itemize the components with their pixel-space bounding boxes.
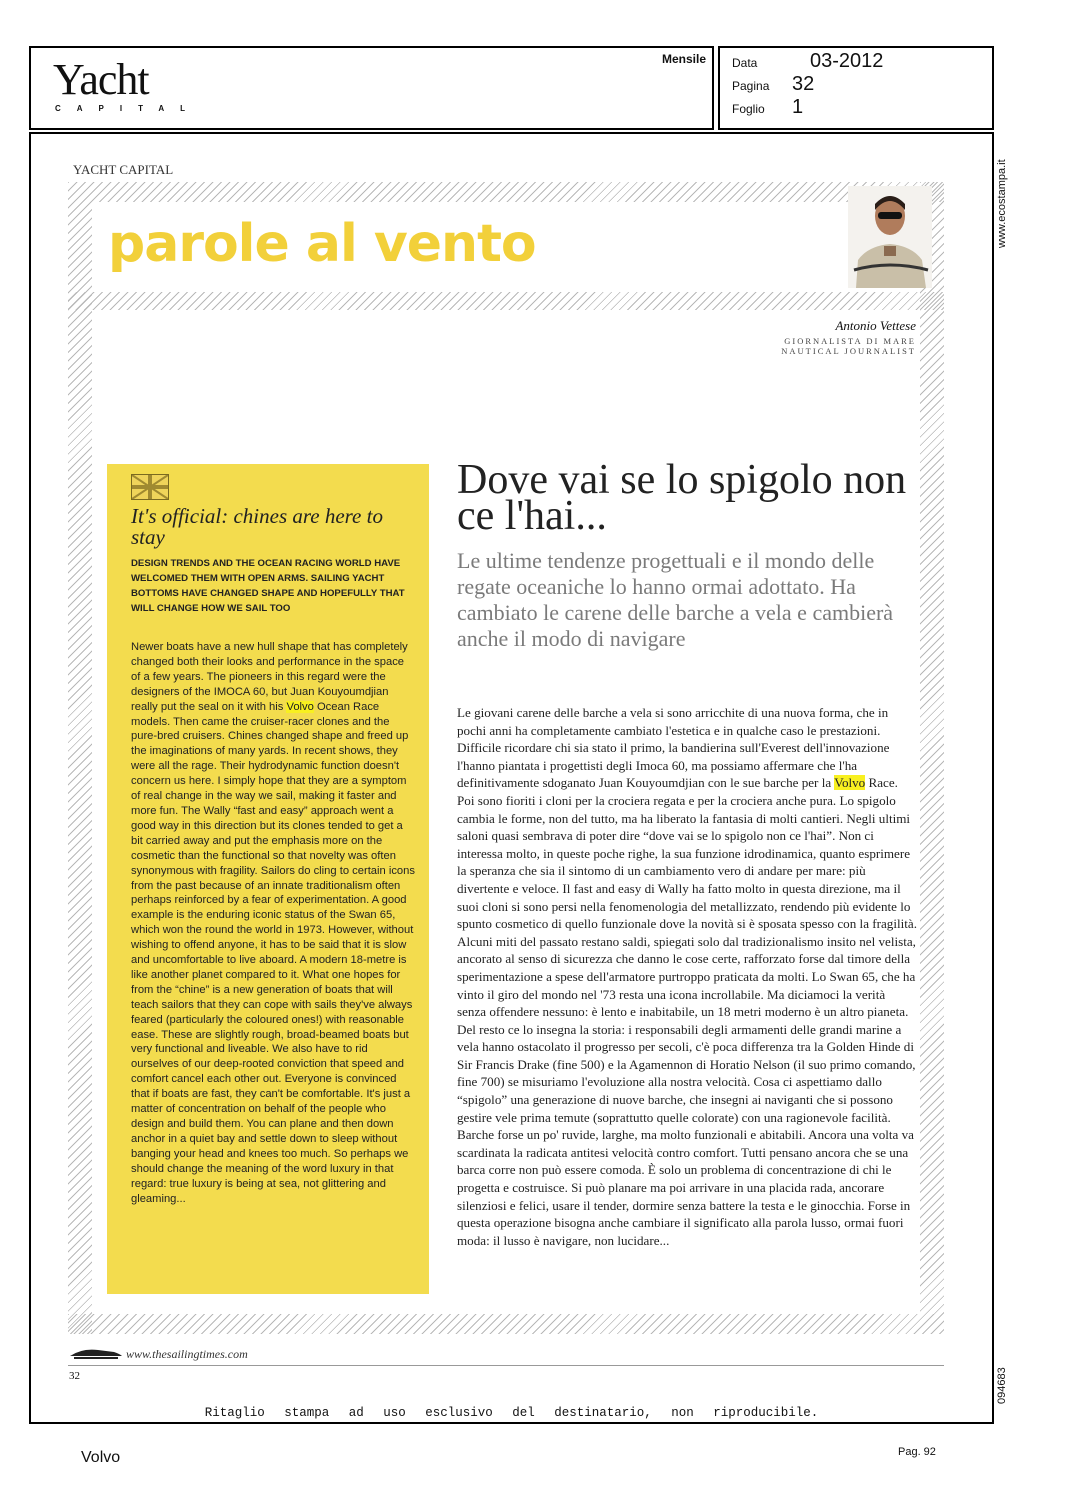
- author-role-it: GIORNALISTA DI MARE: [784, 336, 916, 346]
- page-ref: Pag. 92: [898, 1446, 936, 1458]
- footer-url: www.thesailingtimes.com: [126, 1347, 248, 1361]
- logo-capital: CAPITAL: [55, 104, 202, 113]
- article-highlight: Volvo: [834, 775, 866, 791]
- hatch-top: [68, 182, 944, 202]
- english-sidebar: [107, 464, 429, 1294]
- sidebar-standfirst: DESIGN TRENDS AND THE OCEAN RACING WORLD HAVE WELCOMED THEM WITH OPEN ARMS. SAILING YACHT BOTTOMS HAVE CHANGED SHAPE AND HOPEFULLY THAT WILL CHANGE HOW WE SAIL TOO: [131, 558, 405, 614]
- article-body-part2: Race. Poi sono fioriti i cloni per la crociera regata e per la crociera anche pura. Lo spigolo cambia le forme, non del tutto, ma ha liberato la fantasia di molti cantieri. Negli ultimi saloni quasi sembrava di poter dire “dove vai se lo spigolo non ce l'hai”. Non ci interessa molto, in queste poche righe, la sua funzione idrodinamica, quanto esprimere la speranza che sia il sintomo di un cambiamento vero di andare per mare: più divertente e veloce. Il fast and easy di Wally ha fatto molto in questa direzione, ma il suoi cloni si sono persi nella fenomenologia del metallizzato, rendendo più evidente lo spunto cosmetico di quello funzionale dove la novità si è sposata spesso con la fragilità. Alcuni miti del passato restano saldi, spiegati solo dal tradizionalismo insito nel velista, ancorato al senso di sicurezza che danno le cose certe, rafforzato forse dal timore della sperimentazione a spese dell'armatore purtroppo praticata da molti. Lo Swan 65, che ha vinto il giro del mondo nel '73 resta una icona incrollabile. Ma diciamoci la verità senza offendere nessuno: è lento e inabitabile, un 18 metri moderno è un altro pianeta. Del resto ce lo insegna la storia: i responsabili degli armamenti delle grandi marine a vela hanno ostacolato il progresso per secoli, c'è poca differenza tra la Golden Hinde di Sir Francis Drake (fine 500) e la Agamennon di Horatio Nelson (il suo primo comando, fine 700) se misuriamo l'evoluzione alla nostra velocità. Cosa ci aspettiamo dallo “spigolo” una generazione di nuove barche, che insegni ai naviganti che si possono gestire vele prima temute (soprattutto quelle colorate) con una ragionevole facilità. Barche forse un po' ruvide, larghe, ma molto funzionali e abitabili. Ancora una volta va scardinata la radicata antitesi velocità contro comfort. Tutti pensano ancora che se una barca corre non può essere comoda. È solo un problema di concentrazione di chi le progetta e costruisce. Si può planare ma poi arrivare in una placida rada, ancorare silenziosi e felici, usare il tender, dormire senza battere la testa e le ginocchia. Forse in questa operazione bisogna anche cambiare il significato alla parola lusso, ormai fuori moda: il lusso è navigare, non lucidare...: [457, 775, 917, 1248]
- sidebar-highlight: Volvo: [286, 700, 314, 713]
- hatch-bottom: [68, 1314, 944, 1334]
- union-jack-flag-icon: [131, 474, 169, 500]
- sidebar-body: [131, 640, 416, 1206]
- header-meta-box: [718, 46, 994, 130]
- website-side-label: www.ecostampa.it: [996, 159, 1008, 248]
- sidebar-body-part2: Ocean Race models. Then came the cruiser-racer clones and the pure-bred cruisers. Chines changed shape and freed up the imaginations of many yards. In recent shows, they were all the rage. Their hydrodynamic function doesn't concern us here. I simply hope that they are a symptom of real change in the way we sail, making it faster and more fun. The Wally “fast and easy” approach went a good way in this direction but its clones tended to get a bit carried away and put the emphasis more on the cosmetic than the functional so that novelty was often synonymous with fragility. Sailors do cling to certain icons from the past because of an innate traditionalism often perhaps reinforced by a fear of experimentation. A good example is the enduring iconic status of the Swan 65, which won the round the world in 1973. However, without wishing to offend anyone, it has to be said that it is slow and uncomfortable to live aboard. A modern 18-metre is like another planet compared to it. What one hopes for from the “chine” is a new generation of boats that will teach sailors that they can cope with sails they've always feared (particularly the coloured ones!) with reasonable ease. These are slightly rough, broad-beamed boats but very functional and liveable. We also have to rid ourselves of our deep-rooted conviction that speed and comfort cancel each other out. Everyone is convinced that if boats are fast, they can't be comfortable. It's just a matter of concentration on behalf of the people who design and build them. You can plane and then down anchor in a quiet bay and settle down to sleep without banging your head and knees too much. So perhaps we should change the meaning of the word luxury in that regard: true luxury is being at sea, not glittering and gleaming...: [131, 700, 415, 1205]
- article-body: [457, 704, 917, 1249]
- article-headline: Dove vai se lo spigolo non ce l'hai...: [457, 457, 907, 539]
- page-value: 32: [792, 73, 815, 95]
- sidebar-title: It's official: chines are here to stay: [131, 504, 383, 549]
- section-title: parole al vento: [108, 214, 536, 274]
- article-body-part1: Le giovani carene delle barche a vela si sono arricchite di una nuova forma, che in pochi anni ha completamente cambiato l'estetica e in qualche caso le prestazioni. Difficile ricordare chi sia stato il primo, la bandierina sull'Everest dell'innovazione l'hanno piantata i progettisti degli Imoca 60, ma possiamo affermare che l'ha definitivamente sdoganato Juan Kouyoumdjian con le sue barche per la: [457, 705, 890, 791]
- author-role-en: NAUTICAL JOURNALIST: [781, 346, 916, 356]
- page-label: Pagina: [732, 79, 770, 93]
- logo-yacht: Yacht: [53, 55, 149, 104]
- footer-rule: [68, 1365, 944, 1366]
- code-side-label: 094683: [996, 1367, 1008, 1404]
- magazine-label: YACHT CAPITAL: [73, 162, 174, 177]
- sailing-times-boat-icon: [68, 1344, 124, 1367]
- frequency-label: Mensile: [661, 52, 706, 66]
- header-left-box: [29, 46, 714, 130]
- hatch-left: [68, 182, 92, 1334]
- date-value: 03-2012: [810, 50, 884, 72]
- author-photo: [848, 186, 932, 288]
- hatch-band: [68, 292, 944, 310]
- disclaimer: Ritaglio stampa ad uso esclusivo del destinatario, non riproducibile.: [204, 1406, 819, 1420]
- author-block: [656, 318, 916, 356]
- date-label: Data: [732, 56, 758, 70]
- hatch-right: [920, 182, 944, 1334]
- keyword-label: Volvo: [81, 1449, 121, 1466]
- sheet-value: 1: [792, 96, 804, 118]
- sidebar-body-part1: Newer boats have a new hull shape that has completely changed both their looks and performance in the space of a few years. The pioneers in this regard were the designers of the IMOCA 60, but Juan Kouyoumdjian really put the seal on it with his: [131, 641, 408, 713]
- article-subhead: Le ultime tendenze progettuali e il mondo delle regate oceaniche lo hanno ormai adottato. Ha cambiato le carene delle barche a vela e cambierà anche il modo di navigare: [457, 548, 894, 651]
- sheet-label: Foglio: [732, 102, 765, 116]
- article-page-number: 32: [69, 1370, 80, 1382]
- author-name: Antonio Vettese: [835, 318, 916, 333]
